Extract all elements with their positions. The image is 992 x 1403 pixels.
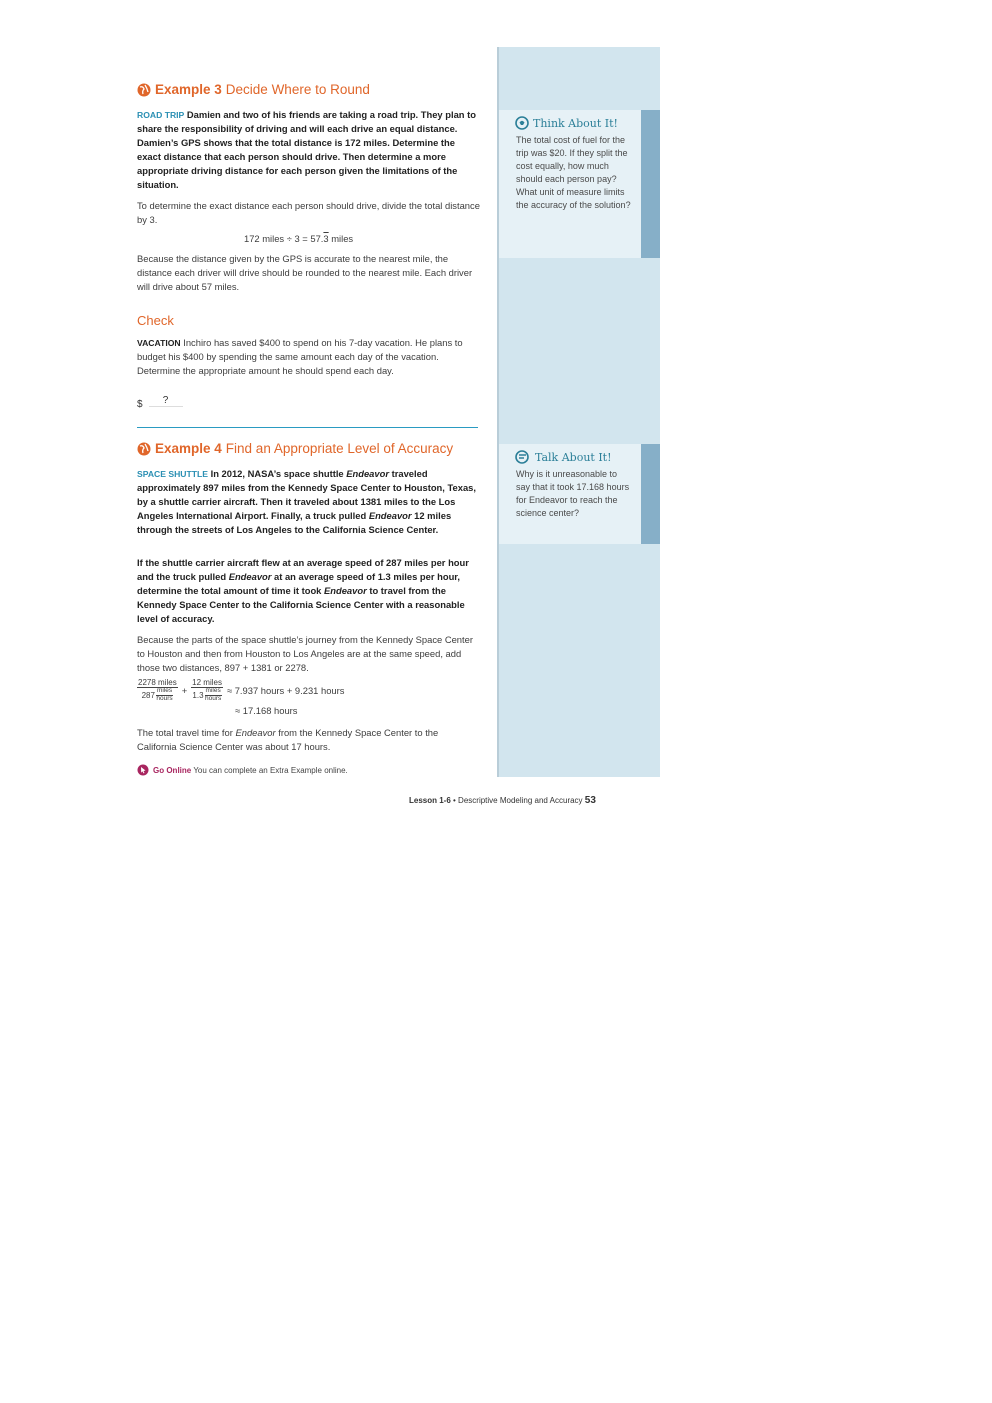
conclusion-part-a: The total travel time for [137, 727, 236, 738]
check-problem-text: Inchiro has saved $400 to spend on his 7-day vacation. He plans to budget his $400 by spending the same amount each day of the vacation. Determine the appropriate amount he should spend each day. [137, 337, 463, 376]
problem-1-italic: Endeavor [346, 468, 389, 479]
currency-symbol: $ [137, 399, 143, 410]
example-3-heading [137, 82, 480, 97]
example-3-label: Example 3 [155, 82, 222, 97]
fraction-2-den-value: 1.3 [192, 690, 204, 700]
road-trip-tag: ROAD TRIP [137, 110, 185, 120]
fraction-1-unit-num: miles [156, 687, 173, 694]
footer-title: Descriptive Modeling and Accuracy [458, 796, 583, 805]
problem-2-part-b: at an average speed of 1.3 miles per hour, determine the total amount of time it took [137, 571, 461, 596]
page-number: 53 [584, 795, 596, 806]
think-about-it-strip [641, 110, 660, 258]
lightbulb-head-icon [515, 116, 529, 130]
check-problem [137, 336, 480, 378]
problem-2-italic-2: Endeavor [324, 585, 367, 596]
talk-about-it-strip [641, 444, 660, 544]
fraction-2-denominator [192, 688, 221, 702]
footer-lesson: Lesson 1-6 [409, 796, 451, 805]
problem-1-italic-2: Endeavor [368, 510, 412, 521]
check-heading: Check [137, 313, 174, 328]
equation-left: 172 miles ÷ 3 = 57. [244, 233, 324, 244]
fraction-1-unit [156, 688, 173, 702]
space-shuttle-tag: SPACE SHUTTLE [137, 469, 208, 479]
globe-icon [137, 442, 151, 456]
approximation-2: ≈ 17.168 hours [235, 705, 298, 716]
problem-1-part-a: In 2012, NASA’s space shuttle [210, 468, 347, 479]
go-online-text: You can complete an Extra Example online. [191, 765, 348, 775]
fraction-1-numerator: 2278 miles [138, 678, 177, 687]
problem-2-part-c: to travel from the Kennedy Space Center to the California Science Center with a reasonable level of accuracy. [137, 585, 465, 624]
talk-about-it-box [499, 444, 641, 544]
example-4-title: Find an Appropriate Level of Accuracy [225, 441, 454, 456]
fraction-1-unit-den: hours [156, 694, 173, 702]
fraction-2 [191, 678, 223, 702]
talk-about-it-title: Talk About It! [535, 450, 612, 464]
fraction-2-unit-num: miles [205, 687, 221, 694]
fraction-1 [137, 678, 178, 702]
example-4-heading [137, 441, 480, 456]
example-4-conclusion [137, 726, 480, 754]
repeating-digit: 3 [323, 233, 329, 244]
problem-2-part-a: If the shuttle carrier aircraft flew at an average speed of 287 miles per hour and the truck pulled [137, 557, 469, 582]
speech-bubble-icon [515, 450, 531, 464]
fraction-2-unit-den: hours [205, 694, 222, 702]
equation-unit: miles [328, 233, 354, 244]
think-about-it-heading [515, 116, 618, 130]
example-4-step-1: Because the parts of the space shuttle’s journey from the Kennedy Space Center to Houston and then from Houston to Los Angeles are at the same speed, add those two distances, 897 + 1381 or 2278. [137, 634, 473, 673]
vacation-tag: VACATION [137, 338, 181, 348]
think-about-it-body: The total cost of fuel for the trip was $20. If they split the cost equally, how much should each person pay? What unit of measure limits the accuracy of the solution? [516, 135, 631, 210]
talk-about-it-heading [515, 450, 612, 464]
fraction-2-unit [205, 688, 222, 702]
pointer-icon [137, 764, 149, 776]
problem-1-part-b: traveled approximately 897 miles from the Kennedy Space Center to Houston, Texas, by a shuttle carrier aircraft. Then it traveled about 1381 miles to the Los Angeles International Airport. Finally, a truck pulled [137, 468, 476, 521]
example-3-problem [137, 108, 480, 192]
think-about-it-box [499, 110, 641, 258]
fraction-1-denominator [142, 688, 174, 702]
example-4-label: Example 4 [155, 441, 222, 456]
example-3-title: Decide Where to Round [225, 82, 370, 97]
go-online-link[interactable]: Go Online [153, 765, 192, 775]
think-about-it-title: Think About It! [533, 116, 618, 130]
example-3-step-1: To determine the exact distance each person should drive, divide the total distance by 3. [137, 200, 480, 225]
example-4-problem-2 [137, 556, 480, 626]
talk-about-it-body: Why is it unreasonable to say that it took 17.168 hours for Endeavor to reach the science center? [516, 469, 630, 518]
page-footer [409, 795, 596, 806]
problem-1-part-c: 12 miles through the streets of Los Angeles to the California Science Center. [137, 510, 452, 535]
example-3-problem-text: Damien and two of his friends are taking a road trip. They plan to share the responsibility of driving and will each drive an equal distance. Damien’s GPS shows that the total distance is 172 miles. Determine the exact distance that each person should drive. Then determine a more appropriate driving distance for each person given the limitations of the situation. [137, 109, 476, 190]
go-online-note[interactable] [137, 764, 348, 776]
footer-separator: • [450, 796, 459, 805]
check-answer-row [137, 395, 183, 410]
globe-icon [137, 83, 151, 97]
example-4-equation-1 [137, 678, 344, 702]
example-3-equation [244, 232, 444, 246]
plus-sign: + [181, 684, 188, 696]
conclusion-part-b: from the Kennedy Space Center to the California Science Center was about 17 hours. [137, 727, 439, 752]
fraction-2-numerator: 12 miles [192, 678, 222, 687]
fraction-1-den-value: 287 [141, 690, 155, 700]
approximation-1: ≈ 7.937 hours + 9.231 hours [226, 684, 345, 696]
example-3-step-2: Because the distance given by the GPS is accurate to the nearest mile, the distance each driver will drive should be rounded to the nearest mile. Each driver will drive about 57 miles. [137, 253, 473, 292]
problem-2-italic: Endeavor [228, 571, 272, 582]
section-divider [137, 427, 478, 428]
example-4-problem-1 [137, 467, 480, 537]
conclusion-italic: Endeavor [235, 727, 276, 738]
check-answer-input[interactable]: ? [149, 395, 183, 407]
